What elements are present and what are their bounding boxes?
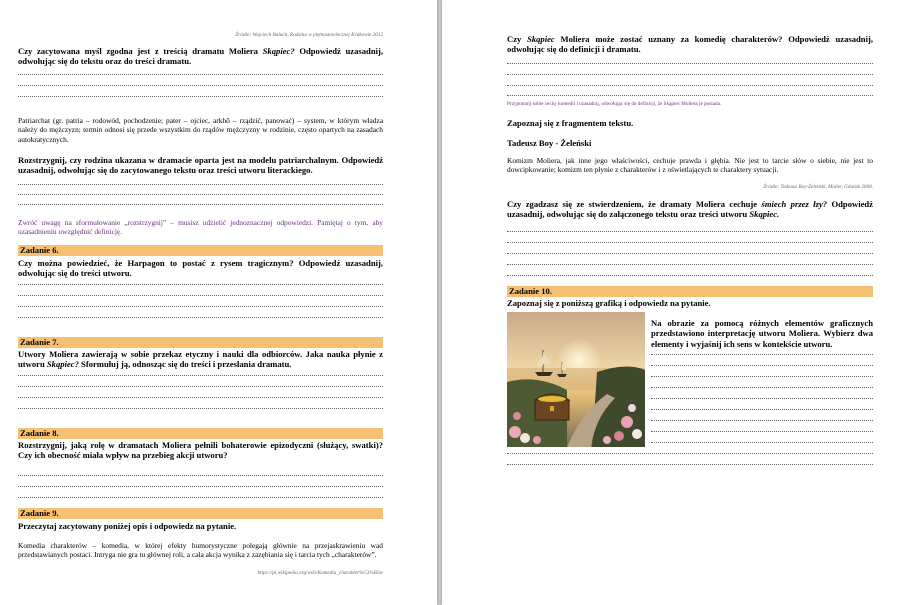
task-10-question: Na obrazie za pomocą różnych elementów graficznych przedstawiono interpretację utworu Moliera. Wybierz dwa elementy i wyjaśnij ich sens w kontekście utworu. <box>651 318 873 349</box>
answer-line[interactable] <box>651 387 873 388</box>
answer-line[interactable] <box>651 365 873 366</box>
answer-line[interactable] <box>18 397 383 398</box>
answer-line[interactable] <box>507 231 873 232</box>
answer-line[interactable] <box>507 275 873 276</box>
document-page-left <box>0 0 437 605</box>
answer-line[interactable] <box>651 398 873 399</box>
answer-line[interactable] <box>507 63 873 64</box>
answer-line[interactable] <box>507 242 873 243</box>
task-6-header: Zadanie 6. <box>18 245 383 256</box>
answer-line[interactable] <box>18 497 383 498</box>
painting-image <box>507 312 645 447</box>
answer-line[interactable] <box>18 317 383 318</box>
answer-line[interactable] <box>651 442 873 443</box>
hint-note: Przypomnij sobie cechy komedii i uzasadnij, odwołując się do definicji, że Skąpiec Moliera je posiada. <box>507 101 722 107</box>
source-url: https://pl.wikipedia.org/wiki/Komedia_charakter%C3%B3w <box>257 570 383 576</box>
question-text: Czy Skąpiec Moliera może zostać uznany za komedię charakterów? Odpowiedź uzasadnij, odwołując się do definicji i dramatu. <box>507 34 873 55</box>
answer-line[interactable] <box>18 194 383 195</box>
task-7-text: Utwory Moliera zawierają w sobie przekaz etyczny i nauki dla odbiorców. Jaka nauka płynie z utworu Skąpiec? Sformułuj ją, odnosząc się do treści i przesłania dramatu. <box>18 349 383 370</box>
answer-line[interactable] <box>18 295 383 296</box>
source-citation: Źródło: Tadeusz Boy-Żeleński, Molier, Gdańsk 2008. <box>763 184 873 190</box>
answer-line[interactable] <box>18 386 383 387</box>
answer-line[interactable] <box>651 409 873 410</box>
answer-line[interactable] <box>507 253 873 254</box>
answer-line[interactable] <box>18 96 383 97</box>
source-citation: Źródło: Wojciech Baluch, Rodzina w piętnastowiecznej Krakowie 2012 <box>235 32 383 38</box>
answer-line[interactable] <box>507 74 873 75</box>
task-10-header: Zadanie 10. <box>507 286 873 297</box>
answer-line[interactable] <box>651 420 873 421</box>
answer-line[interactable] <box>18 74 383 75</box>
answer-line[interactable] <box>651 354 873 355</box>
question-text: Rozstrzygnij, czy rodzina ukazana w dramacie oparta jest na modelu patriarchalnym. Odpowiedź uzasadnij, odwołując się do zacytowanego tekstu oraz treści utworu literackiego. <box>18 155 383 176</box>
answer-line[interactable] <box>507 464 873 465</box>
task-9-text: Przeczytaj zacytowany poniżej opis i odpowiedz na pytanie. <box>18 521 237 531</box>
question-text: Czy zgadzasz się ze stwierdzeniem, że dramaty Moliera cechuje śmiech przez łzy? Odpowiedź uzasadnij, odwołując się do załączonego tekstu oraz treści utworu Skąpiec. <box>507 199 873 220</box>
treasure-chest-icon <box>535 394 569 420</box>
answer-line[interactable] <box>507 264 873 265</box>
answer-line[interactable] <box>18 284 383 285</box>
answer-line[interactable] <box>507 453 873 454</box>
answer-line[interactable] <box>18 204 383 205</box>
answer-line[interactable] <box>18 486 383 487</box>
definition-patriarchat: Patriarchat (gr. patria – rodowód, pochodzenie; pater – ojciec, arkhō – rządzić, panować) – system, w którym władza należy do mężczyzn; termin odnosi się przede wszystkim do rządów mężczyzny w rodzinie, często opartych na zasadach autokratycznych. <box>18 116 383 144</box>
quote-text: Komizm Moliera, jak inne jego właściwości, cechuje prawda i głębia. Nie jest to tarcie słów o siebie, nie jest to dowcipkowanie; komizm ten płynie z charakterów i z oświetlających te charaktery sytuacji. <box>507 156 873 175</box>
task-9-header: Zadanie 9. <box>18 508 383 519</box>
answer-line[interactable] <box>651 431 873 432</box>
answer-line[interactable] <box>18 85 383 86</box>
answer-line[interactable] <box>651 376 873 377</box>
answer-line[interactable] <box>18 375 383 376</box>
answer-line[interactable] <box>507 95 873 96</box>
definition-komedia: Komedia charakterów – komedia, w której efekty humorystyczne polegają głównie na przejaskrawieniu wad przedstawianych postaci. Intryga nie gra tu głównej roli, a cała akcja wynika z zazębiania się i tarcia tych „charakterów”. <box>18 541 383 560</box>
question-text: Czy zacytowana myśl zgodna jest z treścią dramatu Moliera Skąpiec? Odpowiedź uzasadnij, odwołując się do tekstu oraz do treści dramatu. <box>18 46 384 67</box>
task-6-text: Czy można powiedzieć, że Harpagon to postać z rysem tragicznym? Odpowiedź uzasadnij, odwołując się do treści utworu. <box>18 258 383 279</box>
answer-line[interactable] <box>18 306 383 307</box>
task-8-header: Zadanie 8. <box>18 428 383 439</box>
fragment-intro: Zapoznaj się z fragmentem tekstu. <box>507 118 634 128</box>
task-10-text: Zapoznaj się z poniższą grafiką i odpowiedz na pytanie. <box>507 298 711 308</box>
quote-author: Tadeusz Boy - Żeleński <box>507 138 592 148</box>
answer-line[interactable] <box>18 184 383 185</box>
task-8-text: Rozstrzygnij, jaką rolę w dramatach Moliera pełnili bohaterowie epizodyczni (służący, swatki)? Czy ich obecność miała wpływ na przebieg akcji utworu? <box>18 440 383 461</box>
answer-line[interactable] <box>18 475 383 476</box>
answer-line[interactable] <box>18 408 383 409</box>
task-7-header: Zadanie 7. <box>18 337 383 348</box>
hint-note: Zwróć uwagę na sformułowanie „rozstrzygnij” – musisz udzielić jednoznacznej odpowiedzi. Pamiętaj o tym, aby uzasadnieniu uwzględnić definicję. <box>18 218 383 237</box>
answer-line[interactable] <box>507 85 873 86</box>
